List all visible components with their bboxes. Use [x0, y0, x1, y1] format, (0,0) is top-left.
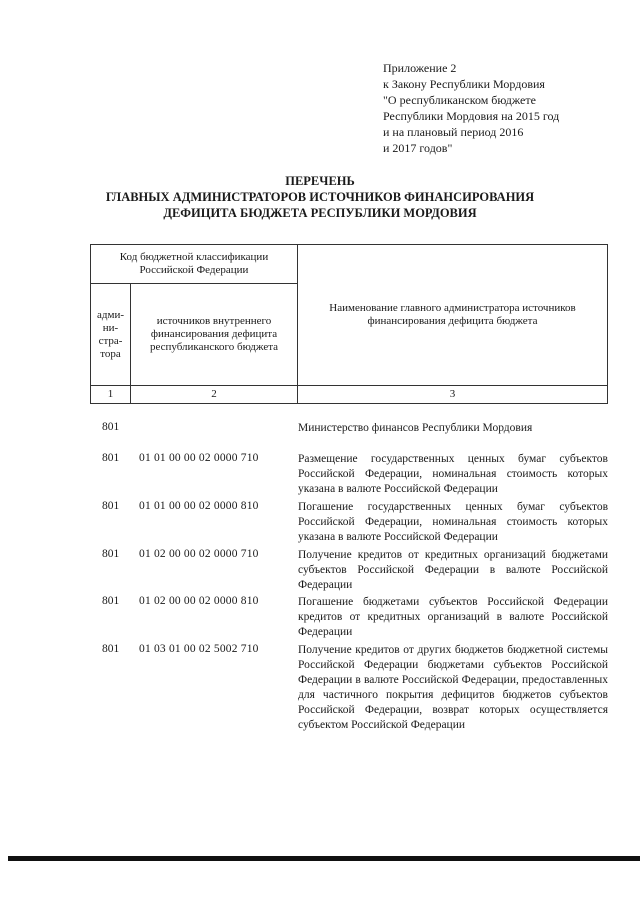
document-title: [0, 173, 640, 221]
appendix-line: Приложение 2: [383, 61, 457, 75]
header-num3: 3: [297, 385, 608, 404]
header-num1: 1: [90, 385, 131, 404]
source-name: Получение кредитов от кредитных организаций бюджетами субъектов Российской Федерации в валюте Российской Федерации: [298, 549, 608, 591]
source-name: Погашение бюджетами субъектов Российской Федерации кредитов от кредитных организаций в валюте Российской Федерации: [298, 596, 608, 638]
header-group-cell: Код бюджетной классификации Российской Федерации: [90, 244, 298, 284]
appendix-note: [383, 60, 623, 156]
source-code: 01 03 01 00 02 5002 710: [139, 643, 259, 655]
admin-code: 801: [102, 452, 120, 464]
source-name: Получение кредитов от других бюджетов бюджетной системы Российской Федерации бюджетами субъектов Российской Федерации в валюте Российской Федерации, предоставленных для частичного покрытия дефицитов бюджетов субъектов Российской Федерации, возврат которых осуществляется субъектом Российской Федерации: [298, 644, 608, 731]
header-col3-cell: Наименование главного администратора источников финансирования дефицита бюджета: [297, 244, 608, 386]
title-line: ПЕРЕЧЕНЬ: [285, 174, 355, 188]
header-col2-cell: источников внутреннего финансирования дефицита республиканского бюджета: [130, 283, 298, 386]
header-num2: 2: [130, 385, 298, 404]
admin-code: 801: [102, 500, 120, 512]
appendix-line: Республики Мордовия на 2015 год: [383, 109, 560, 123]
appendix-line: и на плановый период 2016: [383, 125, 524, 139]
scan-edge-bar: [8, 856, 640, 861]
header-col1-cell: адми- ни- стра- тора: [90, 283, 131, 386]
source-code: 01 01 00 00 02 0000 810: [139, 500, 259, 512]
admin-name: Министерство финансов Республики Мордовия: [298, 422, 533, 434]
source-code: 01 02 00 00 02 0000 710: [139, 548, 259, 560]
appendix-line: к Закону Республики Мордовия: [383, 77, 545, 91]
admin-code: 801: [102, 643, 120, 655]
source-code: 01 02 00 00 02 0000 810: [139, 595, 259, 607]
source-name: Погашение государственных ценных бумаг субъектов Российской Федерации, номинальная стоимость которых указана в валюте Российской Федерации: [298, 501, 608, 543]
table-header: [90, 244, 608, 404]
appendix-line: "О республиканском бюджете: [383, 93, 536, 107]
admin-code: 801: [102, 595, 120, 607]
source-code: 01 01 00 00 02 0000 710: [139, 452, 259, 464]
admin-code: 801: [102, 548, 120, 560]
appendix-line: и 2017 годов": [383, 141, 453, 155]
title-line: ДЕФИЦИТА БЮДЖЕТА РЕСПУБЛИКИ МОРДОВИЯ: [163, 206, 477, 220]
title-line: ГЛАВНЫХ АДМИНИСТРАТОРОВ ИСТОЧНИКОВ ФИНАНСИРОВАНИЯ: [105, 190, 535, 204]
source-name: Размещение государственных ценных бумаг субъектов Российской Федерации, номинальная стоимость которых указана в валюте Российской Федерации: [298, 453, 608, 495]
admin-code: 801: [102, 421, 120, 433]
